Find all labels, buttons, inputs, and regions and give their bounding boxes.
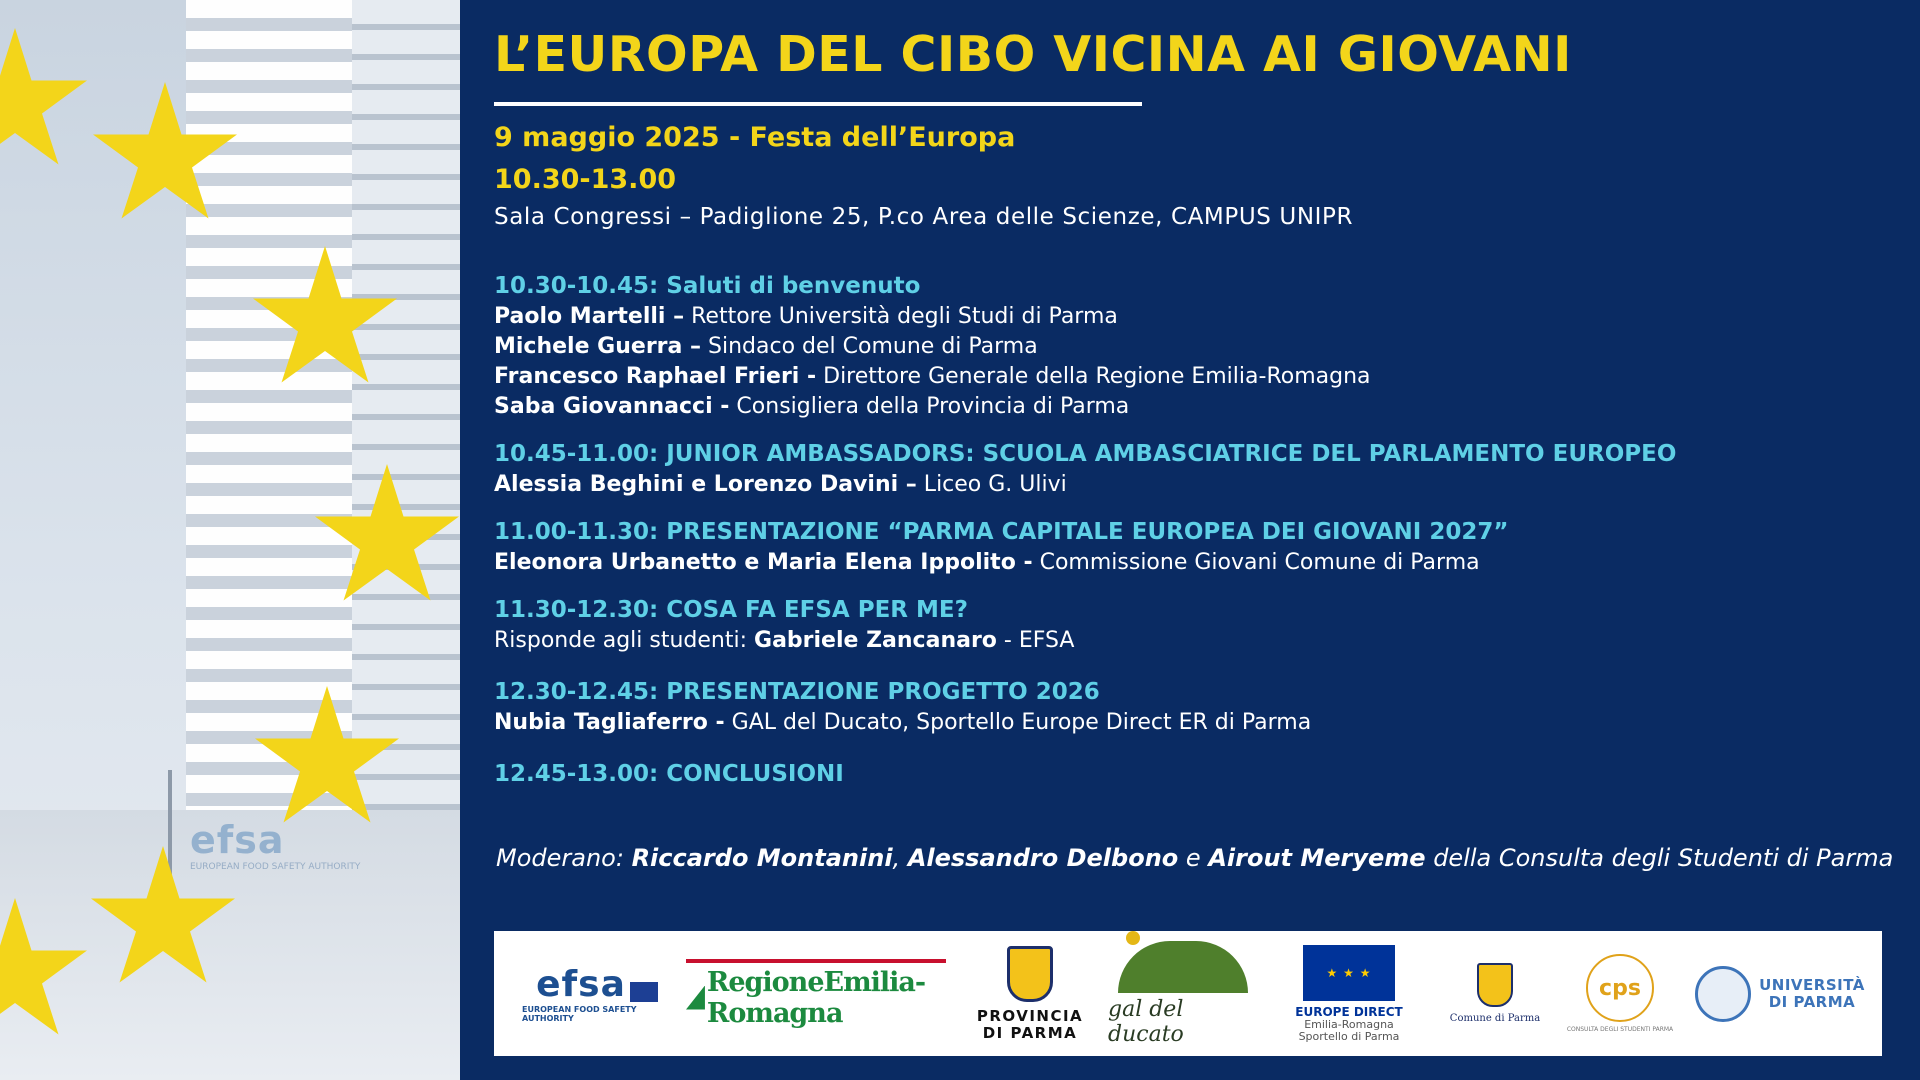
agenda-item-heading: 11.00-11.30: PRESENTAZIONE “PARMA CAPITALE EUROPEA DEI GIOVANI 2027” xyxy=(494,519,1509,545)
gal-logo-text: gal del ducato xyxy=(1108,996,1184,1047)
agenda-item xyxy=(494,270,1894,422)
speaker-role: Rettore Università degli Studi di Parma xyxy=(684,304,1118,329)
moderators-prefix: Moderano: xyxy=(496,844,632,872)
event-venue: Sala Congressi – Padiglione 25, P.co Area delle Scienze, CAMPUS UNIPR xyxy=(494,204,1354,230)
provincia-line2: DI PARMA xyxy=(982,1023,1078,1042)
universita-parma-logo xyxy=(1690,931,1870,1056)
speaker-name: Saba Giovannacci - xyxy=(494,394,730,419)
speaker-role: Sindaco del Comune di Parma xyxy=(701,334,1038,359)
university-seal-icon xyxy=(1695,966,1751,1022)
partner-logos-bar xyxy=(494,931,1882,1056)
speaker-line xyxy=(494,302,1894,332)
agenda-item xyxy=(494,594,1894,656)
speaker-role: Direttore Generale della Regione Emilia-Romagna xyxy=(816,364,1371,389)
speaker-line xyxy=(494,708,1894,738)
agenda-item xyxy=(494,676,1894,738)
gal-hill-icon xyxy=(1118,941,1248,993)
agenda-item-heading: 10.45-11.00: JUNIOR AMBASSADORS: SCUOLA AMBASCIATRICE DEL PARLAMENTO EUROPEO xyxy=(494,441,1677,467)
rer-logo-text: RegioneEmilia-Romagna xyxy=(706,966,926,1029)
moderators-separator: e xyxy=(1178,844,1209,872)
eu-flag-icon: ★ ★ ★ xyxy=(1303,945,1395,1001)
title-underline xyxy=(494,102,1142,106)
moderator-name: Airout Meryeme xyxy=(1208,844,1426,872)
speaker-role: Consigliera della Provincia di Parma xyxy=(729,394,1130,419)
agenda-item xyxy=(494,438,1894,500)
speaker-name: Nubia Tagliaferro - xyxy=(494,710,725,735)
moderators-line xyxy=(496,844,1893,872)
speaker-prefix: Risponde agli studenti: xyxy=(494,628,755,653)
agenda-item-heading: 11.30-12.30: COSA FA EFSA PER ME? xyxy=(494,597,968,623)
agenda-item-heading: 12.45-13.00: CONCLUSIONI xyxy=(494,761,844,787)
eu-star-icon xyxy=(0,28,90,178)
event-date: 9 maggio 2025 - Festa dell’Europa xyxy=(494,122,1016,153)
sun-icon xyxy=(1126,931,1140,945)
rer-mark-icon xyxy=(686,986,705,1010)
europe-direct-line2: Sportello di Parma xyxy=(1298,1029,1400,1043)
speaker-role: GAL del Ducato, Sportello Europe Direct ER di Parma xyxy=(724,710,1312,735)
moderator-name: Alessandro Delbono xyxy=(907,844,1179,872)
speaker-role: - EFSA xyxy=(996,628,1075,653)
speaker-role: Commissione Giovani Comune di Parma xyxy=(1032,550,1480,575)
speaker-line xyxy=(494,470,1894,500)
eu-flag-icon xyxy=(630,982,658,1002)
moderators-separator: , xyxy=(892,844,908,872)
speaker-name: Paolo Martelli – xyxy=(494,304,685,329)
moderator-name: Riccardo Montanini xyxy=(631,844,893,872)
efsa-logo-subtitle: EUROPEAN FOOD SAFETY AUTHORITY xyxy=(522,1005,637,1023)
cps-logo-mark: cps xyxy=(1586,954,1654,1022)
gal-del-ducato-logo xyxy=(1108,931,1258,1056)
efsa-building-photo xyxy=(0,0,460,1080)
agenda xyxy=(494,270,1894,790)
comune-crest-icon xyxy=(1477,963,1513,1007)
efsa-building-sign: efsa xyxy=(190,818,285,862)
agenda-item-heading: 12.30-12.45: PRESENTAZIONE PROGETTO 2026 xyxy=(494,679,1100,705)
europe-direct-logo xyxy=(1274,931,1424,1056)
speaker-name: Gabriele Zancanaro xyxy=(754,628,997,653)
unipr-line2: DI PARMA xyxy=(1768,992,1856,1011)
speaker-role: Liceo G. Ulivi xyxy=(916,472,1067,497)
provincia-crest-icon xyxy=(1007,946,1053,1002)
agenda-item xyxy=(494,758,1894,790)
building-wing xyxy=(352,0,460,855)
europe-direct-title: EUROPE DIRECT xyxy=(1295,1004,1403,1019)
efsa-building-sign-sub: EUROPEAN FOOD SAFETY AUTHORITY xyxy=(190,862,361,872)
speaker-name: Francesco Raphael Frieri - xyxy=(494,364,817,389)
speaker-name: Alessia Beghini e Lorenzo Davini – xyxy=(494,472,917,497)
comune-parma-logo xyxy=(1440,931,1550,1056)
speaker-name: Michele Guerra – xyxy=(494,334,702,359)
speaker-line xyxy=(494,626,1894,656)
speaker-name: Eleonora Urbanetto e Maria Elena Ippolito - xyxy=(494,550,1033,575)
efsa-logo-word: efsa xyxy=(536,964,626,1005)
unipr-line1: UNIVERSITÀ xyxy=(1759,975,1865,994)
speaker-line xyxy=(494,548,1894,578)
speaker-line xyxy=(494,392,1894,422)
cps-logo-subtitle: CONSULTA DEGLI STUDENTI PARMA xyxy=(1566,1026,1674,1033)
provincia-parma-logo xyxy=(966,931,1094,1056)
moderators-suffix: della Consulta degli Studenti di Parma xyxy=(1425,844,1894,872)
comune-logo-text: Comune di Parma xyxy=(1449,1013,1541,1024)
event-hours: 10.30-13.00 xyxy=(494,164,677,195)
efsa-logo xyxy=(522,931,672,1056)
page-title: L’EUROPA DEL CIBO VICINA AI GIOVANI xyxy=(494,26,1572,83)
agenda-item-heading: 10.30-10.45: Saluti di benvenuto xyxy=(494,273,921,299)
speaker-line xyxy=(494,362,1894,392)
agenda-item xyxy=(494,516,1894,578)
europe-direct-line1: Emilia-Romagna xyxy=(1304,1017,1394,1031)
speaker-line xyxy=(494,332,1894,362)
cps-parma-logo xyxy=(1560,931,1680,1056)
regione-emilia-romagna-logo xyxy=(686,931,946,1056)
provincia-line1: PROVINCIA xyxy=(976,1006,1084,1025)
